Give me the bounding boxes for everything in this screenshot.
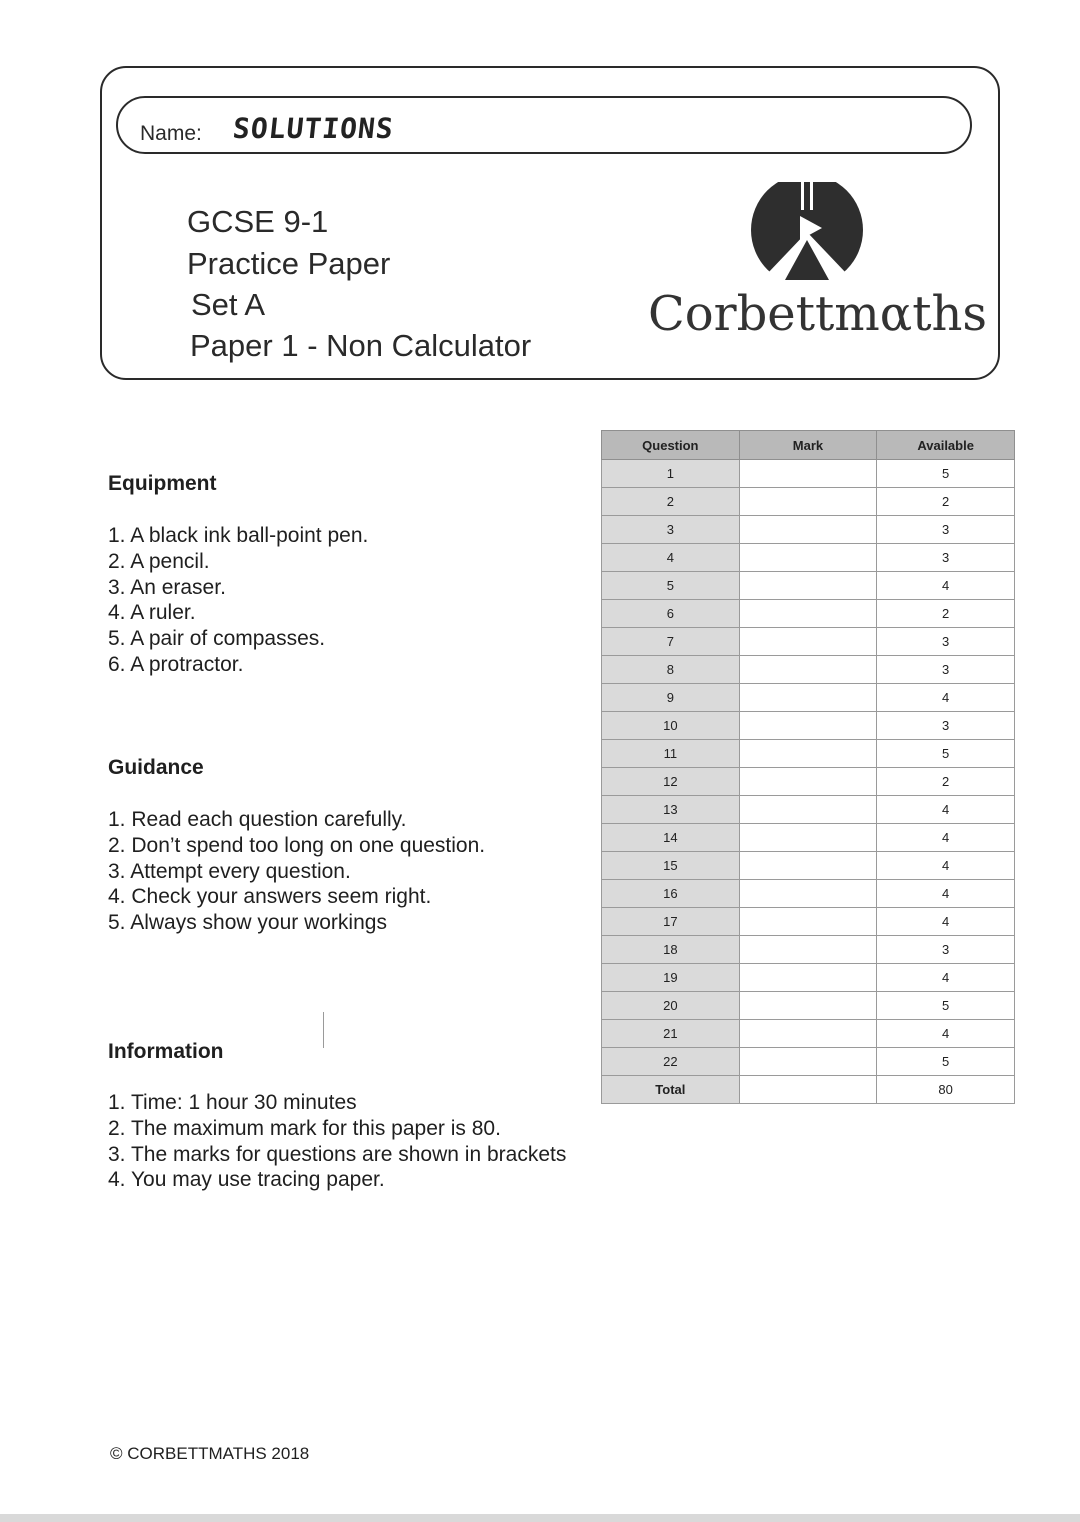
title-paper: Paper 1 - Non Calculator — [190, 328, 532, 363]
guidance-heading: Guidance — [108, 756, 204, 779]
table-row — [602, 712, 1015, 740]
mark-cell[interactable] — [739, 908, 877, 936]
question-number-cell: 13 — [602, 796, 740, 824]
marks-table-body — [602, 460, 1015, 1104]
question-number-cell: 5 — [602, 572, 740, 600]
list-item: 6. A protractor. — [108, 652, 244, 676]
available-marks-cell: 4 — [877, 796, 1015, 824]
list-item: 4. Check your answers seem right. — [108, 885, 432, 909]
question-number-cell: 17 — [602, 908, 740, 936]
table-row — [602, 572, 1015, 600]
table-row — [602, 684, 1015, 712]
table-row — [602, 600, 1015, 628]
total-row — [602, 1076, 1015, 1104]
table-row — [602, 544, 1015, 572]
available-marks-cell: 4 — [877, 908, 1015, 936]
question-number-cell: 21 — [602, 1020, 740, 1048]
available-marks-cell: 5 — [877, 460, 1015, 488]
column-header-available: Available — [877, 431, 1015, 460]
table-row — [602, 460, 1015, 488]
question-number-cell: 20 — [602, 992, 740, 1020]
table-row — [602, 908, 1015, 936]
list-item: 1. Read each question carefully. — [108, 808, 407, 831]
table-row — [602, 1020, 1015, 1048]
available-marks-cell: 4 — [877, 852, 1015, 880]
table-row — [602, 796, 1015, 824]
total-available-value: 80 — [877, 1076, 1015, 1104]
question-number-cell: 4 — [602, 544, 740, 572]
question-number-cell: 22 — [602, 1048, 740, 1076]
list-item: 1. Time: 1 hour 30 minutes — [108, 1091, 357, 1114]
scan-edge — [0, 1514, 1080, 1522]
question-number-cell: 18 — [602, 936, 740, 964]
question-number-cell: 16 — [602, 880, 740, 908]
available-marks-cell: 4 — [877, 880, 1015, 908]
equipment-list — [108, 523, 368, 678]
mark-cell[interactable] — [739, 824, 877, 852]
table-row — [602, 488, 1015, 516]
corbettmaths-logo-icon — [748, 182, 866, 282]
question-number-cell: 9 — [602, 684, 740, 712]
table-row — [602, 516, 1015, 544]
available-marks-cell: 4 — [877, 572, 1015, 600]
table-row — [602, 1048, 1015, 1076]
name-label: Name: — [140, 122, 202, 145]
mark-cell[interactable] — [739, 768, 877, 796]
available-marks-cell: 3 — [877, 544, 1015, 572]
mark-cell[interactable] — [739, 516, 877, 544]
mark-cell[interactable] — [739, 600, 877, 628]
mark-cell[interactable] — [739, 544, 877, 572]
available-marks-cell: 4 — [877, 824, 1015, 852]
table-header-row — [602, 431, 1015, 460]
question-number-cell: 19 — [602, 964, 740, 992]
available-marks-cell: 5 — [877, 992, 1015, 1020]
available-marks-cell: 4 — [877, 684, 1015, 712]
mark-cell[interactable] — [739, 880, 877, 908]
guidance-list — [108, 807, 485, 936]
table-row — [602, 628, 1015, 656]
question-number-cell: 3 — [602, 516, 740, 544]
question-number-cell: 7 — [602, 628, 740, 656]
question-number-cell: 10 — [602, 712, 740, 740]
available-marks-cell: 5 — [877, 740, 1015, 768]
list-item: 1. A black ink ball-point pen. — [108, 524, 369, 547]
question-number-cell: 15 — [602, 852, 740, 880]
mark-cell[interactable] — [739, 852, 877, 880]
available-marks-cell: 3 — [877, 656, 1015, 684]
mark-cell[interactable] — [739, 628, 877, 656]
table-row — [602, 824, 1015, 852]
list-item: 4. You may use tracing paper. — [108, 1168, 385, 1192]
mark-cell[interactable] — [739, 488, 877, 516]
available-marks-cell: 3 — [877, 516, 1015, 544]
list-item: 2. The maximum mark for this paper is 80. — [108, 1116, 501, 1140]
total-label: Total — [602, 1076, 740, 1104]
available-marks-cell: 3 — [877, 936, 1015, 964]
mark-cell[interactable] — [739, 1048, 877, 1076]
mark-cell[interactable] — [739, 936, 877, 964]
list-item: 2. A pencil. — [108, 549, 210, 573]
column-header-question: Question — [602, 431, 740, 460]
available-marks-cell: 4 — [877, 964, 1015, 992]
list-item: 4. A ruler. — [108, 601, 196, 625]
list-item: 5. Always show your workings — [108, 911, 387, 935]
table-row — [602, 880, 1015, 908]
available-marks-cell: 2 — [877, 488, 1015, 516]
mark-cell[interactable] — [739, 656, 877, 684]
table-row — [602, 768, 1015, 796]
table-row — [602, 936, 1015, 964]
available-marks-cell: 4 — [877, 1020, 1015, 1048]
copyright-footer: © CORBETTMATHS 2018 — [110, 1444, 310, 1463]
column-header-mark: Mark — [739, 431, 877, 460]
available-marks-cell: 2 — [877, 768, 1015, 796]
mark-cell[interactable] — [739, 712, 877, 740]
title-practice-paper: Practice Paper — [187, 246, 391, 281]
list-item: 3. The marks for questions are shown in brackets — [108, 1142, 567, 1166]
question-number-cell: 11 — [602, 740, 740, 768]
table-row — [602, 964, 1015, 992]
title-set: Set A — [191, 287, 266, 322]
corbettmaths-wordmark: Corbettmαths — [648, 286, 988, 342]
list-item: 3. An eraser. — [108, 575, 226, 599]
name-value: SOLUTIONS — [231, 112, 396, 145]
title-gcse: GCSE 9-1 — [187, 204, 329, 239]
question-number-cell: 8 — [602, 656, 740, 684]
mark-cell[interactable] — [739, 992, 877, 1020]
equipment-heading: Equipment — [108, 472, 217, 495]
scan-mark — [323, 1012, 324, 1048]
mark-cell[interactable] — [739, 572, 877, 600]
question-number-cell: 12 — [602, 768, 740, 796]
table-row — [602, 740, 1015, 768]
table-row — [602, 852, 1015, 880]
available-marks-cell: 3 — [877, 628, 1015, 656]
total-mark-cell[interactable] — [739, 1076, 877, 1104]
list-item: 3. Attempt every question. — [108, 859, 351, 883]
mark-cell[interactable] — [739, 740, 877, 768]
table-row — [602, 992, 1015, 1020]
table-row — [602, 656, 1015, 684]
mark-cell[interactable] — [739, 684, 877, 712]
marks-table — [601, 430, 1015, 1104]
question-number-cell: 14 — [602, 824, 740, 852]
question-number-cell: 2 — [602, 488, 740, 516]
list-item: 2. Don’t spend too long on one question. — [108, 833, 486, 857]
information-heading: Information — [108, 1040, 224, 1063]
information-list — [108, 1090, 566, 1193]
question-number-cell: 1 — [602, 460, 740, 488]
mark-cell[interactable] — [739, 796, 877, 824]
question-number-cell: 6 — [602, 600, 740, 628]
available-marks-cell: 5 — [877, 1048, 1015, 1076]
available-marks-cell: 2 — [877, 600, 1015, 628]
mark-cell[interactable] — [739, 460, 877, 488]
list-item: 5. A pair of compasses. — [108, 627, 326, 651]
mark-cell[interactable] — [739, 1020, 877, 1048]
available-marks-cell: 3 — [877, 712, 1015, 740]
mark-cell[interactable] — [739, 964, 877, 992]
